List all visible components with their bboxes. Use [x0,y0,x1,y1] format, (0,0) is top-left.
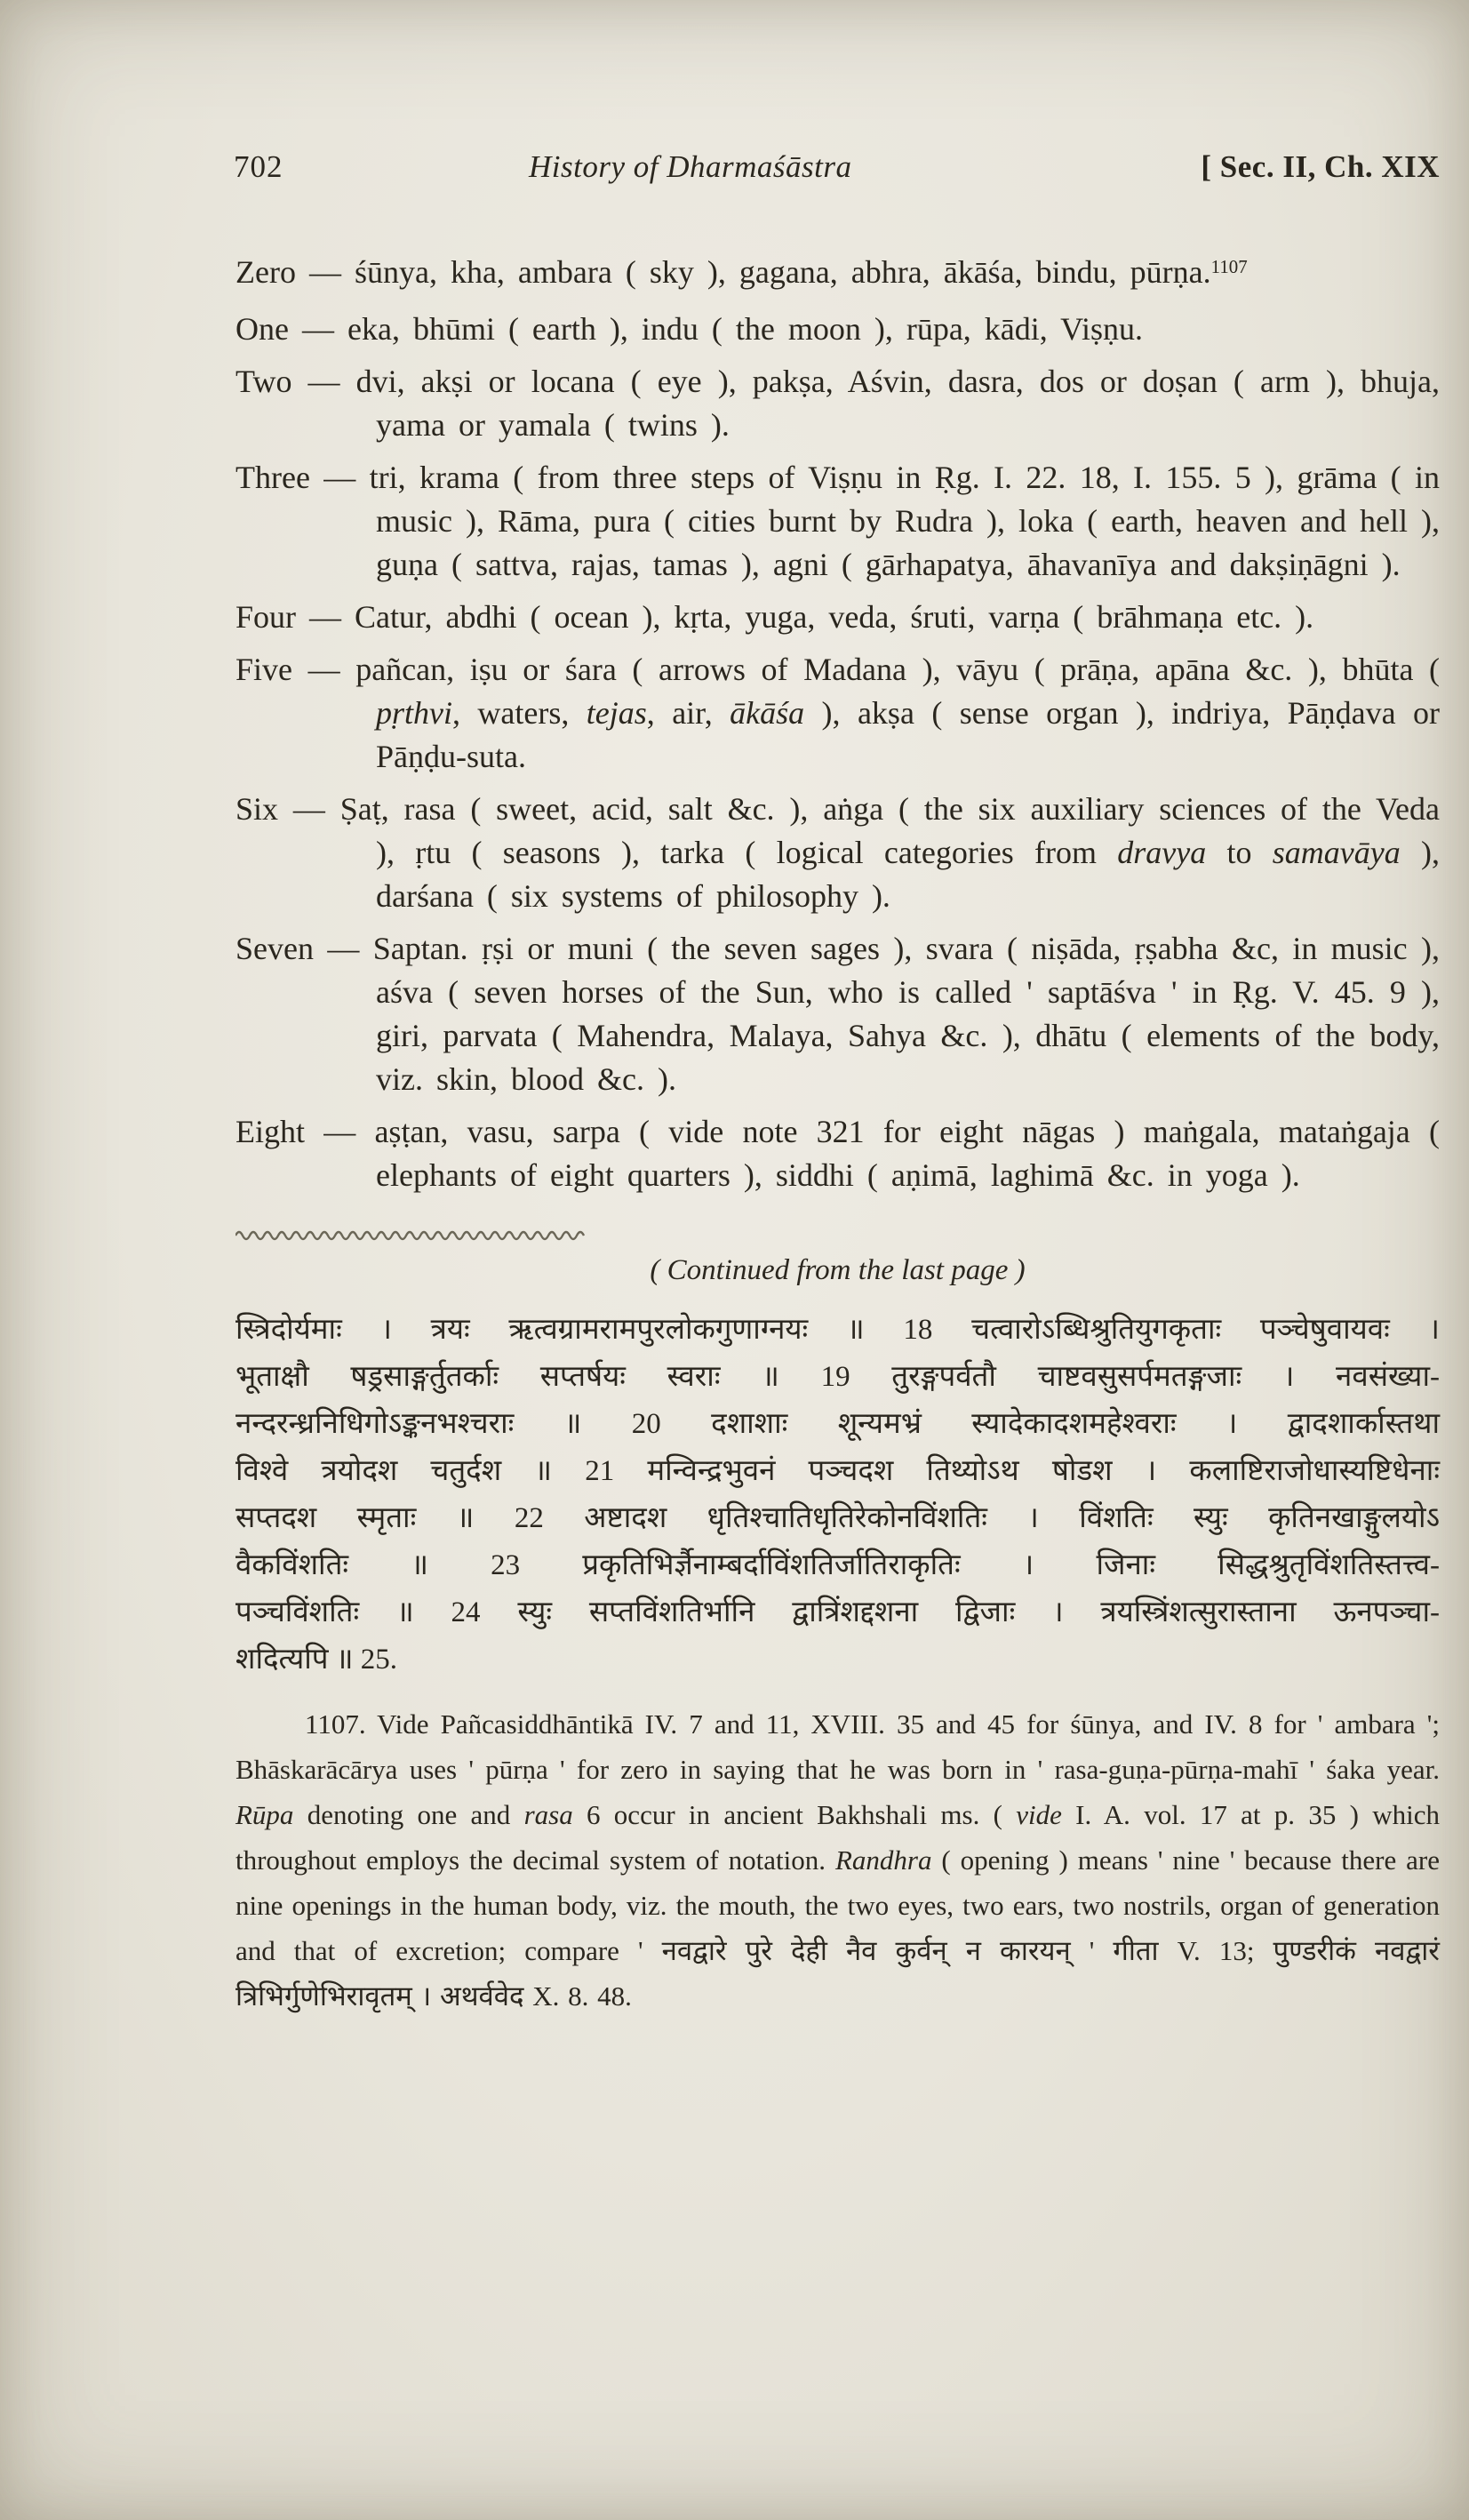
text-segment: Catur, abdhi ( ocean ), kṛta, yuga, veda, śruti, varṇa ( brāhmaṇa etc. ). [355,599,1314,635]
text-segment: Randhra [834,1844,932,1876]
entry-dash: — [313,931,373,966]
entry-term: Two [236,364,292,399]
entry-dash: — [288,311,347,347]
text-segment: dvi, akṣi or locana ( eye ), pakṣa, Aśvin, dasra, dos or doṣan ( arm ), bhuja, yama or yamala ( twins ). [355,364,1440,443]
entry-text [373,931,1440,1097]
text-segment: denoting one and [293,1799,524,1830]
sanskrit-line: सप्तदश स्मृताः ॥ 22 अष्टादश धृतिश्चातिधृतिरेकोनविंशतिः । विंशतिः स्युः कृतिनखाङ्गुलयोऽ [236,1502,1440,1534]
text-segment: ), akṣa ( sense organ ), indriya, Pāṇḍava or Pāṇḍu-suta. [376,695,1440,774]
entry-term: Six [236,791,279,827]
page-content [236,149,1440,2019]
entry-term: Zero [236,254,296,290]
entry [236,360,1440,447]
text-segment: ( opening ) means ' nine ' because there are nine openings in the human body, viz. the mouth, the two eyes, two ears, two nostrils, organ of generation and that of excretion; compare ' [236,1844,1441,1966]
text-segment: vide [1016,1799,1062,1830]
entry-term: Three [236,460,310,495]
text-segment: Rūpa [236,1799,294,1830]
text-segment: śūnya, kha, ambara ( sky ), gagana, abhra, ākāśa, bindu, pūrṇa. [354,254,1211,290]
entry-text [355,254,1248,290]
text-segment: ), darśana ( six systems of philosophy ). [376,835,1440,914]
entry-text [355,652,1440,774]
text-segment: ' [1070,1935,1114,1966]
entry-text [370,460,1440,582]
sanskrit-line: भूताक्षौ षड्रसाङ्गर्तुतर्काः सप्तर्षयः स्वराः ॥ 19 तुरङ्गपर्वतौ चाष्टवसुसर्पमतङ्गजाः । नवसंख्या- [236,1361,1440,1393]
section-heading: [ Sec. II, Ch. XIX [1201,149,1440,184]
entry-text [374,1114,1440,1193]
entries [236,251,1440,1197]
continued-note: ( Continued from the last page ) [650,1254,1026,1286]
entry [236,788,1440,918]
sanskrit-line: नन्दरन्ध्रनिधिगोऽङ्कनभश्चराः ॥ 20 दशाशाः शून्यमभ्रं स्यादेकादशमहेश्वराः । द्वादशार्कास्तथा [236,1408,1440,1440]
text-segment: samavāya [1272,835,1401,870]
devanagari-segment: पुण्डरीकं नवद्वारं त्रिभिर्गुणेभिरावृतम् । अथर्ववेद [236,1935,1440,2012]
text-segment: to [1206,835,1273,870]
entry-term: Seven [236,931,314,966]
footnote-1107 [236,1701,1440,2019]
entry [236,456,1440,587]
entry [236,927,1440,1101]
text-segment: pṛthvi [376,695,452,731]
text-segment: pañcan, iṣu or śara ( arrows of Madana ), vāyu ( prāṇa, apāna &c. ), bhūta ( [355,652,1441,687]
text-segment: rasa [523,1799,573,1830]
text-segment: Saptan. ṛṣi or muni ( the seven sages ), svara ( niṣāda, ṛṣabha &c, in music ), aśva ( seven horses of the Sun, who is called ' saptāśva ' in Ṛg. V. 45. 9 ), giri, parvata ( Mahendra, Malaya, Sahya &c. ), dhātu ( elements of the body, viz. skin, blood &c. ). [372,931,1441,1097]
footnote-separator [236,1228,591,1242]
entry-dash: — [291,364,356,399]
footnote-ref: 1107 [1210,255,1248,277]
text-segment: 6 occur in ancient Bakhshali ms. ( [572,1799,1017,1830]
sanskrit-line: शदित्यपि ॥ 25. [236,1644,398,1676]
entry [236,308,1440,351]
text-segment: 1107. Vide Pañcasiddhāntikā IV. 7 and 11, XVIII. 35 and 45 for śūnya, and IV. 8 for ' ambara '; Bhāskarācārya uses ' pūrṇa ' for zero in saying that he was born in ' rasa-guṇa-pūrṇa-mahī ' śaka year. [236,1708,1440,1785]
sanskrit-line: पञ्चविंशतिः ॥ 24 स्युः सप्तविंशतिर्भानि द्वात्रिंशद्दशना द्विजाः । त्रयस्त्रिंशत्सुरास्ताना ऊनपञ्चा- [236,1596,1440,1628]
text-segment: Ṣaṭ, rasa ( sweet, acid, salt &c. ), aṅga ( the six auxiliary sciences of the Veda ), ṛtu ( seasons ), tarka ( logical categories from [339,791,1440,870]
entry-term: Four [236,599,297,635]
entry-dash: — [305,1114,375,1149]
entry [236,596,1440,639]
devanagari-segment: गीता [1113,1935,1159,1966]
entry-text [347,311,1143,347]
entry-term: One [236,311,289,347]
page-number: 702 [234,149,283,184]
text-segment: eka, bhūmi ( earth ), indu ( the moon ), rūpa, kādi, Viṣṇu. [347,311,1143,347]
entry-dash: — [296,599,355,635]
devanagari-segment: नवद्वारे पुरे देही नैव कुर्वन् न कारयन् [661,1935,1071,1966]
text-segment: , air, [646,695,731,731]
entry-dash: — [292,652,356,687]
entry [236,648,1440,779]
entry [236,1110,1440,1197]
text-segment: I. A. vol. 17 at p. 35 ) which throughout employs the decimal system of notation. [236,1799,1440,1876]
text-segment: dravya [1117,835,1207,870]
sanskrit-note [236,1307,1440,1684]
text-segment: aṣṭan, vasu, sarpa ( vide note 321 for eight nāgas ) maṅgala, mataṅgaja ( elephants of eight quarters ), siddhi ( aṇimā, laghimā &c. in yoga ). [374,1114,1441,1193]
entry-term: Eight [236,1114,305,1149]
page-header [236,149,1440,199]
text-segment: X. 8. 48. [523,1980,632,2012]
entry-dash: — [278,791,340,827]
sanskrit-line: विश्वे त्रयोदश चतुर्दश ॥ 21 मन्विन्द्रभुवनं पञ्चदश तिथ्योऽथ षोडश । कलाष्टिराजोधास्यष्टिधेनाः [236,1455,1440,1487]
entry-dash: — [295,254,355,290]
sanskrit-line: स्त्रिदोर्यमाः । त्रयः ऋत्वग्रामरामपुरलोकगुणाग्नयः ॥ 18 चत्वारोऽब्धिश्रुतियुगकृताः पञ्चेषुवायवः । [236,1314,1440,1346]
text-segment: , waters, [452,695,587,731]
running-title: History of Dharmaśāstra [529,149,852,184]
text-segment: tri, krama ( from three steps of Viṣṇu in Ṛg. I. 22. 18, I. 155. 5 ), grāma ( in music ), Rāma, pura ( cities burnt by Rudra ), loka ( earth, heaven and hell ), guṇa ( sattva, rajas, tamas ), agni ( gārhapatya, āhavanīya and dakṣiṇāgni ). [369,460,1440,582]
entry [236,251,1440,299]
text-segment: ākāśa [730,695,805,731]
entry-text [340,791,1440,914]
text-segment: V. 13; [1158,1935,1273,1966]
entry-text [355,599,1313,635]
text-segment: tejas [586,695,647,731]
entry-text [356,364,1440,443]
entry-dash: — [309,460,370,495]
sanskrit-line: वैकविंशतिः ॥ 23 प्रकृतिभिर्ज्ञैनाम्बर्दाविंशतिर्जातिराकृतिः । जिनाः सिद्धश्रुतृविंशतिस्तत्त्व- [236,1549,1440,1581]
entry-term: Five [236,652,293,687]
